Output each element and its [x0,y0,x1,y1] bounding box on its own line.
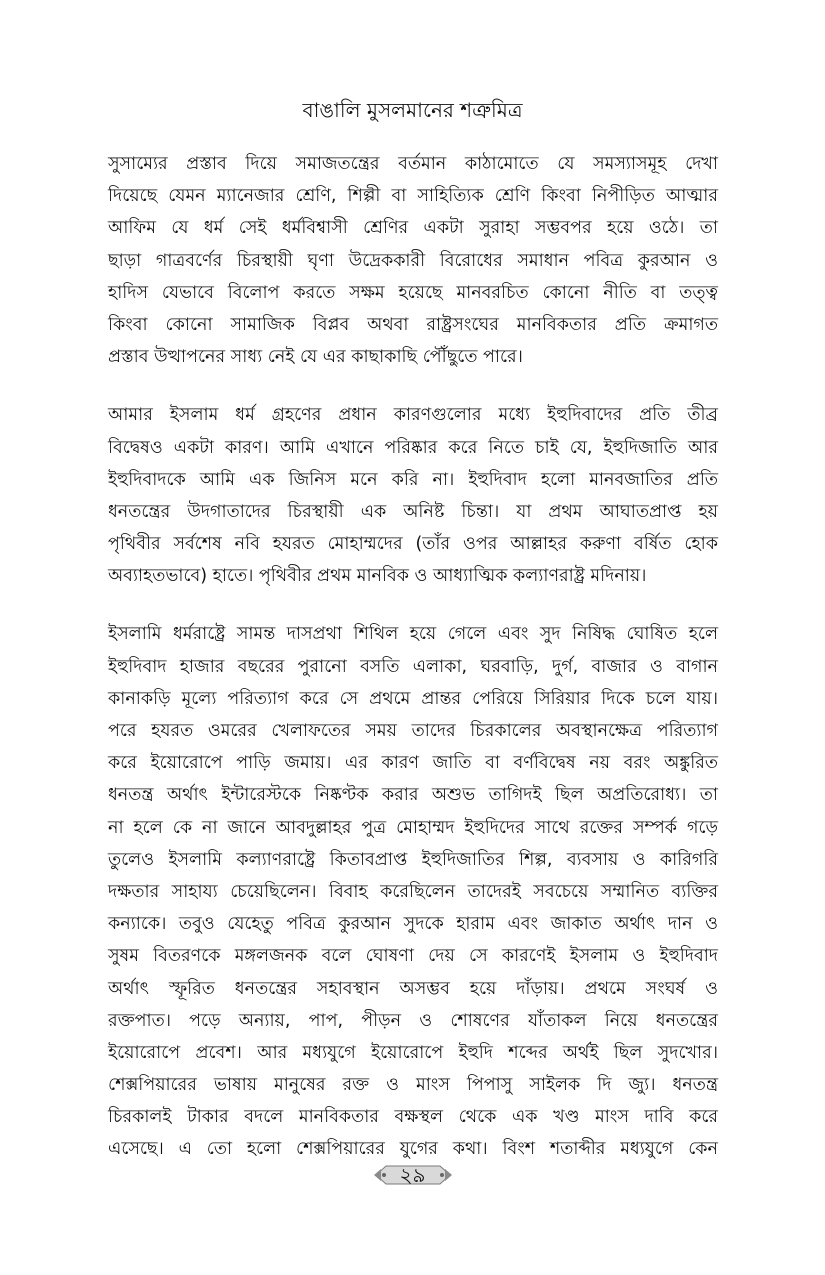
paragraph [108,148,718,373]
body-text [108,148,718,1192]
text-line: ইহুদিবাদকে আমি এক জিনিস মনে করি না। ইহুদিবাদ হলো মানবজাতির প্রতি [108,469,718,490]
text-line: দক্ষতার সাহায্য চেয়েছিলেন। বিবাহ করেছিলেন তাদেরই সবচেয়ে সম্মানিত ব্যক্তির [108,881,718,902]
text-line: হাদিস যেভাবে বিলোপ করতে সক্ষম হয়েছে মানবরচিত কোনো নীতি বা তত্ত্ব [108,282,718,303]
text-line: দিয়েছে যেমন ম্যানেজার শ্রেণি, শিল্পী বা সাহিত্যিক শ্রেণি কিংবা নিপীড়িত আত্মার [108,186,718,207]
text-line: তুলেও ইসলামি কল্যাণরাষ্ট্রে কিতাবপ্রাপ্ত ইহুদিজাতির শিল্প, ব্যবসায় ও কারিগরি [108,849,718,870]
text-line: চিরকালই টাকার বদলে মানবিকতার বক্ষস্থল থেকে এক খণ্ড মাংস দাবি করে [108,1107,718,1128]
text-line: অর্থাৎ স্ফূরিত ধনতন্ত্রের সহাবস্থান অসম্ভব হয়ে দাঁড়ায়। প্রথমে সংঘর্ষ ও [108,978,718,999]
text-line: আমার ইসলাম ধর্ম গ্রহণের প্রধান কারণগুলোর মধ্যে ইহুদিবাদের প্রতি তীব্র [108,405,718,426]
text-line: ইহুদিবাদ হাজার বছরের পুরানো বসতি এলাকা, ঘরবাড়ি, দুর্গ, বাজার ও বাগান [108,656,718,677]
text-line: বিদ্বেষও একটা কারণ। আমি এখানে পরিষ্কার করে নিতে চাই যে, ইহুদিজাতি আর [108,437,718,458]
text-line: না হলে কে না জানে আবদুল্লাহর পুত্র মোহাম্মদ ইহুদিদের সাথে রক্তের সম্পর্ক গড়ে [108,817,718,838]
text-line: ধনতন্ত্র অর্থাৎ ইন্টারেস্টকে নিষ্কণ্টক করার অশুভ তাগিদই ছিল অপ্রতিরোধ্য। তা [108,785,718,806]
text-line: প্রস্তাব উত্থাপনের সাধ্য নেই যে এর কাছাকাছি পৌঁছুতে পারে। [108,347,523,368]
text-line: আফিম যে ধর্ম সেই ধর্মবিশ্বাসী শ্রেণির একটা সুরাহা সম্ভবপর হয়ে ওঠে। তা [108,218,718,239]
page-number: ২৯ [399,1163,426,1187]
text-line: ইসলামি ধর্মরাষ্ট্রে সামন্ত দাসপ্রথা শিথিল হয়ে গেলে এবং সুদ নিষিদ্ধ ঘোষিত হলে [108,624,718,645]
text-line: সুসাম্যের প্রস্তাব দিয়ে সমাজতন্ত্রের বর্তমান কাঠামোতে যে সমস্যাসমূহ দেখা [108,154,718,174]
text-line: ইয়োরোপে প্রবেশ। আর মধ্যযুগে ইয়োরোপে ইহুদি শব্দের অর্থই ছিল সুদখোর। [108,1042,718,1063]
text-line: পরে হযরত ওমরের খেলাফতের সময় তাদের চিরকালের অবস্থানক্ষেত্র পরিত্যাগ [108,721,718,741]
text-line: কিংবা কোনো সামাজিক বিপ্লব অথবা রাষ্ট্রসংঘের মানবিকতার প্রতি ক্রমাগত [108,314,718,335]
text-line: শেক্সপিয়ারের ভাষায় মানুষের রক্ত ও মাংস পিপাসু সাইলক দি জ্যু। ধনতন্ত্র [108,1075,718,1096]
paragraph [108,618,718,1165]
page-title: বাঙালি মুসলমানের শত্রুমিত্র [302,98,523,122]
text-line: ছাড়া গাত্রবর্ণের চিরস্থায়ী ঘৃণা উদ্রেককারী বিরোধের সমাধান পবিত্র কুরআন ও [108,250,718,271]
text-line: এসেছে। এ তো হলো শেক্সপিয়ারের যুগের কথা। বিংশ শতাব্দীর মধ্যযুগে কেন [108,1139,718,1160]
text-line: রক্তপাত। পড়ে অন্যায়, পাপ, পীড়ন ও শোষণের যাঁতাকল নিয়ে ধনতন্ত্রের [108,1010,718,1031]
text-line: সুষম বিতরণকে মঙ্গলজনক বলে ঘোষণা দেয় সে কারণেই ইসলাম ও ইহুদিবাদ [108,946,718,967]
text-line: করে ইয়োরোপে পাড়ি জমায়। এর কারণ জাতি বা বর্ণবিদ্বেষ নয় বরং অঙ্কুরিত [108,753,718,774]
paragraph [108,399,718,592]
page-footer [0,1158,825,1192]
text-line: ধনতন্ত্রের উদগাতাদের চিরস্থায়ী এক অনিষ্ট চিন্তা। যা প্রথম আঘাতপ্রাপ্ত হয় [108,501,718,522]
text-line: কন্যাকে। তবুও যেহেতু পবিত্র কুরআন সুদকে হারাম এবং জাকাত অর্থাৎ দান ও [108,914,718,935]
text-line: পৃথিবীর সর্বশেষ নবি হযরত মোহাম্মদের (তাঁর ওপর আল্লাহর করুণা বর্ষিত হোক [108,534,718,555]
page-number-ornament [372,1160,454,1190]
text-line: অব্যাহতভাবে) হাতে। পৃথিবীর প্রথম মানবিক ও আধ্যাত্মিক কল্যাণরাষ্ট্র মদিনায়। [108,566,647,587]
text-line: কানাকড়ি মূল্যে পরিত্যাগ করে সে প্রথমে প্রান্তর পেরিয়ে সিরিয়ার দিকে চলে যায়। [108,688,718,709]
